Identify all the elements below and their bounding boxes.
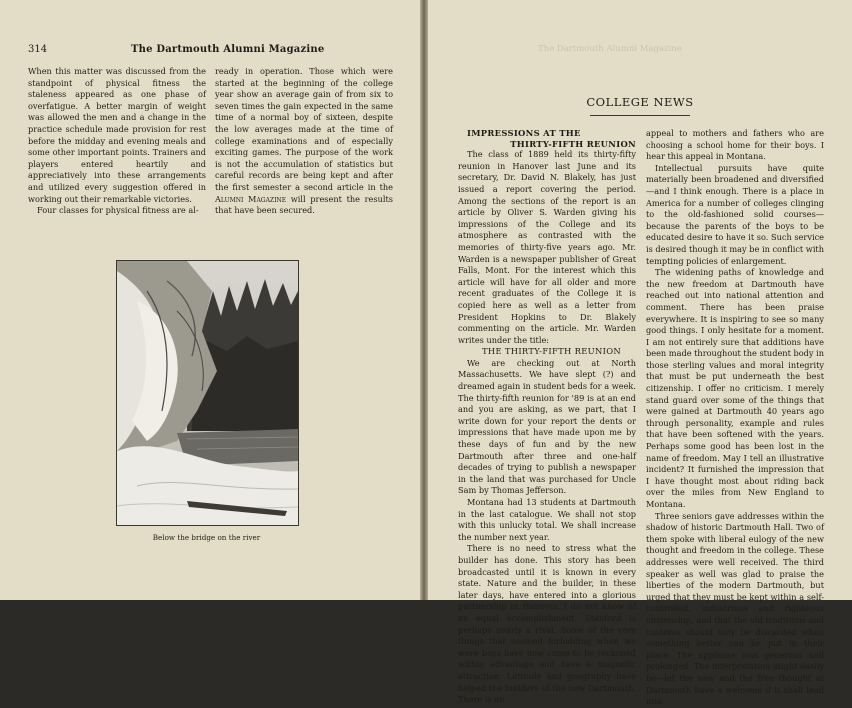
- page-gutter: [420, 0, 428, 600]
- left-column-2: [215, 66, 393, 217]
- left-column-1: [28, 66, 206, 217]
- article-title-line-1: IMPRESSIONS AT THE: [467, 128, 581, 138]
- paragraph: Three seniors gave addresses within the shadow of historic Dartmouth Hall. Two of them spoke with liberal eulogy of the new thought and freedom in the college. These addresses were well received. The third speaker as well was glad to praise the liberties of the modern Dartmouth, but urged that they must be kept within a self-controlled, industrious and righteous citizenship, and that the old traditions and customs should only be discarded when something better can be put in their place. The applause was generous and prolonged. The interpretation might easily be—let the new and the free thought at Dartmouth have a welcome if it shall lead into: [646, 510, 824, 707]
- paragraph: The widening paths of knowledge and the new freedom at Dartmouth have reached out into national attention and comment. There has been praise everywhere. It is inspiring to see so many good things. I only hesitate for a moment. I am not entirely sure that additions have been made throughout the student body in those sterling values and moral integrity that must be put underneath the best citizenship. I offer no criticism. I merely stand guard over some of the things that were gained at Dartmouth 40 years ago through personality, example and rules that have been softened with the years. Perhaps some good has been lost in the name of freedom. May I tell an illustrative incident? It furnished the impression that I have thought most about riding back over the miles from New England to Montana.: [646, 267, 824, 509]
- paragraph: [215, 66, 393, 217]
- article-title-line-2: THIRTY-FIFTH REUNION: [510, 138, 636, 149]
- paragraph: There is no need to stress what the builder has done. This story has been broadcasted until it is known in every state. Nature and the builder, in these later days, have entered into a glorious partnership at Hanover. I do not know of an equal accomplishment. Stanford is perhaps nearly a rival. Some of the very things that seemed forbidding when we were boys have now come to be reckoned within advantage and have a magnetic attraction. Latitude and geography have helped the builders of the new Dartmouth. There is an: [458, 543, 636, 705]
- section-title: COLLEGE NEWS: [586, 95, 694, 109]
- paragraph: When this matter was discussed from the standpoint of physical fitness the staleness appeared as one phase of overfatigue. A better margin of weight was allowed the men and a change in the practice schedule made provision for rest before the midday and evening meals and some other important points. Trainers and players entered heartily and appreciatively into these arrangements and utilized every suggestion offered in working out their remarkable victories.: [28, 66, 206, 204]
- bleed-through-text: The Dartmouth Alumni Magazine: [538, 44, 682, 54]
- paragraph: Four classes for physical fitness are al-: [37, 205, 199, 216]
- paragraph-text: ready in operation. Those which were started at the beginning of the college year show an average gain of from six to seven times the gain expected in the same time of a normal boy of sixteen, despite the low averages made at the time of college examinations and of especially exciting games. The purpose of the work is not the accumulation of statistics but careful records are being kept and after the first semester a second article in the: [215, 66, 393, 192]
- left-page: [0, 0, 420, 600]
- paragraph: We are checking out at North Massachusetts. We have slept (?) and dreamed again in student beds for a week. The thirty-fifth reunion for '89 is at an end and you are asking, as we part, that I write down for your report the dents or impressions that have made upon me by these days of fun and by the new Dartmouth after three and one-half decades of trying to publish a newspaper in the land that was purchased for Uncle Sam by Thomas Jefferson.: [458, 357, 636, 496]
- photo-icon: [117, 261, 298, 525]
- subheading: THE THIRTY-FIFTH REUNION: [481, 346, 622, 357]
- paragraph: appeal to mothers and fathers who are choosing a school home for their boys. I hear this appeal in Montana.: [646, 128, 824, 162]
- magazine-title: The Dartmouth Alumni Magazine: [131, 44, 325, 55]
- photo-caption: Below the bridge on the river: [152, 533, 261, 542]
- title-rule: [590, 115, 690, 116]
- right-column-1: [458, 128, 636, 706]
- magazine-reference: Alumni Magazine: [215, 193, 287, 204]
- winter-river-photo: [116, 260, 299, 526]
- paragraph: Intellectual pursuits have quite materially been broadened and diversified—and I think enough. There is a place in America for a number of colleges clinging to the old-fashioned solid courses—because the parents of the boys to be educated desire to have it so. Such service is desired though it may be in conflict with tempting policies of enlargement.: [646, 162, 824, 266]
- page-number: 314: [28, 44, 48, 55]
- right-column-2: [646, 128, 824, 708]
- paragraph: The class of 1889 held its thirty-fifty reunion in Hanover last June and its secretary, Dr. David N. Blakely, has just issued a report covering the period. Among the sections of the report is an article by Oliver S. Warden giving his impressions of the College and its atmosphere as contrasted with the memories of thirty-five years ago. Mr. Warden is a newspaper publisher of Great Falls, Mont. For the interest which this article will have for all older and more recent graduates of the College it is copied here as well as a letter from President Hopkins to Dr. Blakely commenting on the article. Mr. Warden writes under the title:: [458, 149, 636, 345]
- paragraph-text: will present the results that have been secured.: [215, 193, 393, 216]
- paragraph: Montana had 13 students at Dartmouth in the last catalogue. We shall not stop with this unlucky total. We shall increase the number next year.: [458, 497, 636, 542]
